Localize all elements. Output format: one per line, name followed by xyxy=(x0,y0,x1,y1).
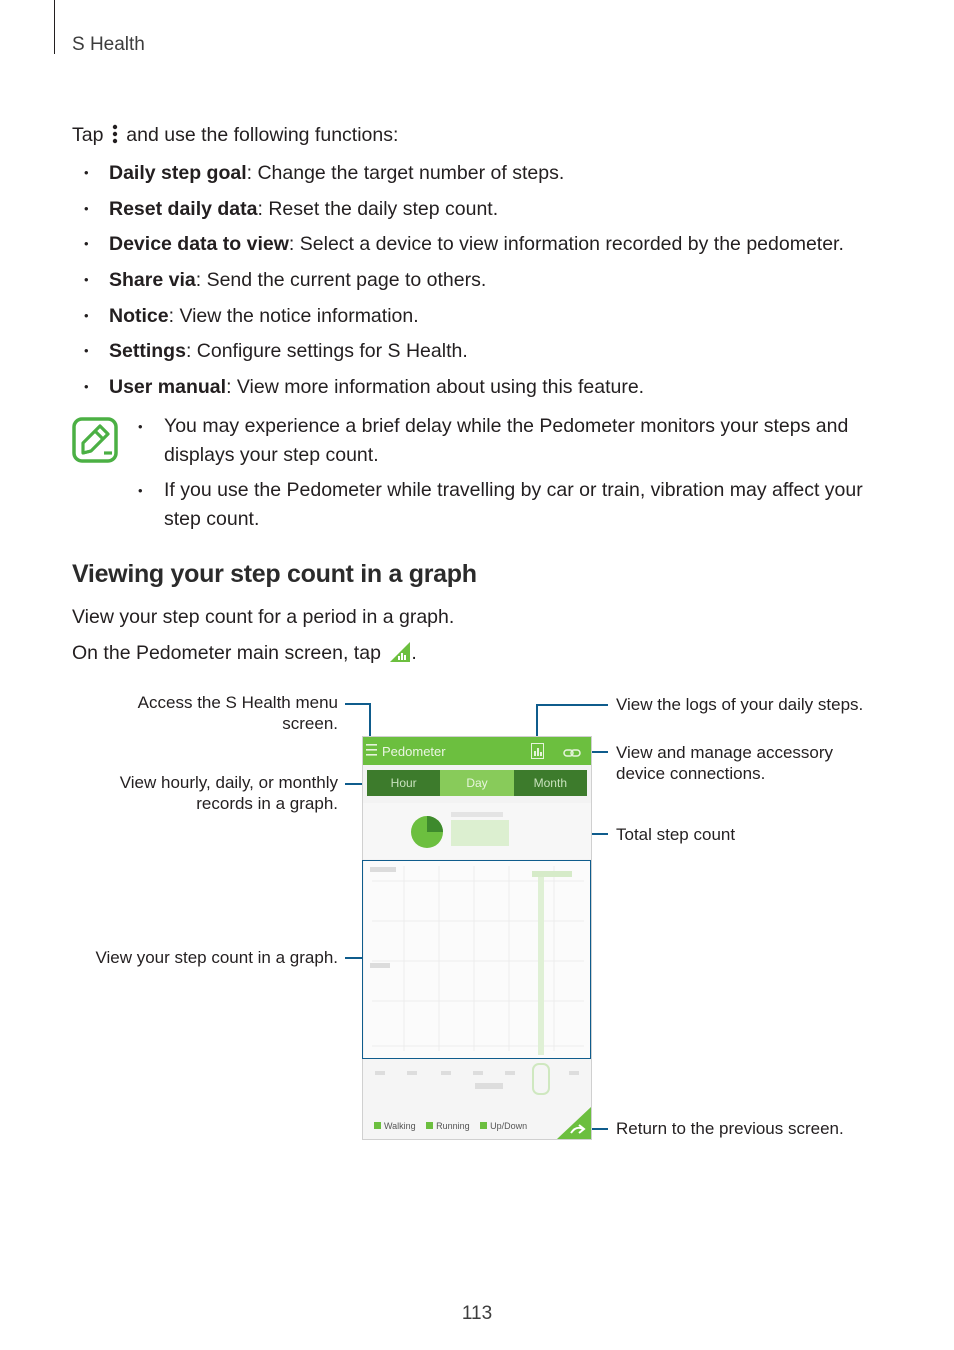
function-desc: : Change the target number of steps. xyxy=(246,162,565,184)
function-term: Notice xyxy=(109,304,169,327)
callout-menu: Access the S Health menu screen. xyxy=(137,693,338,733)
page-number: 113 xyxy=(461,1303,493,1324)
list-item xyxy=(84,373,844,409)
graph-highlight xyxy=(362,860,591,1059)
app-title: Pedometer xyxy=(382,744,446,759)
tab-day[interactable]: Day xyxy=(440,770,513,796)
section-line-1: View your step count for a period in a graph. xyxy=(72,606,455,628)
function-desc: : Select a device to view information recorded by the pedometer. xyxy=(288,233,844,256)
function-desc: : View more information about using this feature. xyxy=(226,376,645,399)
intro-suffix: and use the following functions: xyxy=(126,124,399,146)
legend-item: Up/Down xyxy=(480,1121,527,1131)
function-desc: : Configure settings for S Health. xyxy=(185,340,468,363)
section-line-2 xyxy=(72,641,417,665)
callout-total: Total step count xyxy=(616,825,736,844)
function-desc: : Send the current page to others. xyxy=(195,269,487,292)
callout-back: Return to the previous screen. xyxy=(616,1119,844,1138)
callout-accessory: View and manage accessory device connections. xyxy=(616,743,834,783)
list-item xyxy=(84,159,844,195)
callout-graph: View your step count in a graph. xyxy=(95,948,338,967)
function-term: Daily step goal xyxy=(109,162,247,184)
app-bar xyxy=(363,737,591,765)
note-list xyxy=(138,412,878,540)
note-item: • You may experience a brief delay while the Pedometer monitors your steps and displays your step count. xyxy=(138,412,878,470)
date-axis xyxy=(363,1059,591,1139)
tab-hour[interactable]: Hour xyxy=(367,770,440,796)
logs-icon[interactable] xyxy=(531,743,544,762)
intro-prefix: Tap xyxy=(72,124,104,146)
legend-item: Running xyxy=(426,1121,470,1131)
menu-icon[interactable] xyxy=(366,743,378,760)
list-item xyxy=(84,266,844,302)
leader-line xyxy=(536,704,608,706)
callout-records: View hourly, daily, or monthly records in a graph. xyxy=(119,773,338,813)
function-term: Settings xyxy=(109,340,186,363)
section-line-2-end: . xyxy=(411,642,417,664)
header-title: S Health xyxy=(72,34,145,55)
progress-pie-icon xyxy=(410,815,444,854)
note-item: • If you use the Pedometer while travelling by car or train, vibration may affect your step count. xyxy=(138,476,878,534)
function-term: Reset daily data xyxy=(109,197,258,220)
tab-month[interactable]: Month xyxy=(514,770,587,796)
period-tabs xyxy=(367,770,587,796)
legend-item: Walking xyxy=(374,1121,416,1131)
section-line-2-text: On the Pedometer main screen, tap xyxy=(72,642,381,664)
list-item xyxy=(84,195,844,231)
function-desc: : View the notice information. xyxy=(168,304,419,327)
leader-line xyxy=(345,783,363,785)
date-blurred xyxy=(451,812,503,817)
graph-view-icon xyxy=(389,641,411,663)
function-term: Share via xyxy=(109,269,196,292)
total-steps-panel xyxy=(363,803,591,859)
back-icon[interactable] xyxy=(557,1107,591,1140)
leader-line xyxy=(345,957,363,959)
link-icon[interactable] xyxy=(563,746,581,761)
header-rule xyxy=(54,0,55,54)
intro-line xyxy=(72,123,398,147)
leader-line xyxy=(345,703,370,705)
section-title: Viewing your step count in a graph xyxy=(72,560,477,588)
list-item xyxy=(84,230,844,266)
function-term: User manual xyxy=(109,376,227,399)
callout-logs: View the logs of your daily steps. xyxy=(616,695,864,714)
note-icon xyxy=(72,417,118,463)
more-options-icon xyxy=(112,124,118,144)
step-count-blurred xyxy=(451,820,509,846)
function-list xyxy=(84,159,844,409)
function-term: Device data to view xyxy=(109,233,289,256)
function-desc: : Reset the daily step count. xyxy=(257,197,499,220)
list-item xyxy=(84,337,844,373)
list-item xyxy=(84,302,844,338)
legend xyxy=(374,1116,533,1134)
